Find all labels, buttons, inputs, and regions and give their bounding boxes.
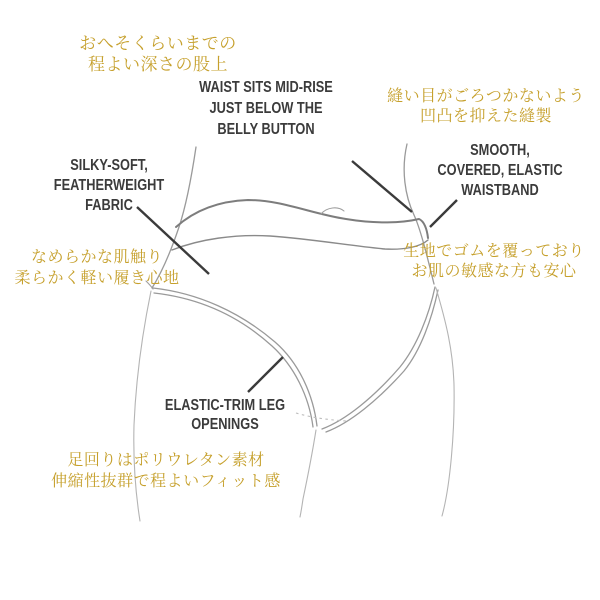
annotation-line: お肌の敏感な方も安心: [411, 263, 577, 280]
annotation-line: 程よい深さの股上: [88, 55, 228, 74]
crotch-dotted-seam: [296, 413, 347, 421]
annotation-rise-jp: [38, 33, 278, 75]
waistband-top-edge: [176, 200, 428, 238]
annotation-line: 縫い目がごろつかないよう: [387, 88, 585, 105]
annotation-line: なめらかな肌触り: [30, 249, 163, 266]
annotation-seam-jp: [364, 87, 600, 127]
inner-thigh-outline: [300, 430, 316, 517]
back-thigh-outline: [436, 288, 454, 516]
annotation-fabric-en: [36, 156, 182, 216]
annotation-line: FEATHERWEIGHT: [53, 177, 165, 194]
annotation-line: SMOOTH,: [470, 142, 530, 159]
annotation-line: 伸縮性抜群で程よいフィット感: [51, 473, 281, 490]
annotation-line: FABRIC: [85, 197, 133, 214]
waistband-fold-detail: [321, 208, 344, 214]
leader-line-waistband: [430, 200, 457, 227]
leg-opening-back-trim-inner: [326, 290, 438, 432]
annotation-line: SILKY-SOFT,: [70, 157, 148, 174]
annotation-line: ELASTIC-TRIM LEG: [164, 397, 286, 414]
annotation-fabric-jp: [0, 247, 202, 289]
annotation-line: BELLY BUTTON: [217, 121, 315, 138]
annotation-line: 柔らかく軽い履き心地: [14, 270, 180, 287]
annotation-line: WAIST SITS MID-RISE: [199, 79, 333, 96]
leader-line-leg-opening: [248, 357, 283, 392]
annotation-leg-jp: [44, 450, 288, 492]
annotation-line: OPENINGS: [191, 416, 259, 433]
annotation-line: WAISTBAND: [461, 182, 539, 199]
leg-opening-back-trim-outer: [322, 287, 435, 429]
annotation-leg-en: [161, 396, 289, 434]
annotation-line: 凹凸を抑えた縫製: [419, 108, 552, 125]
annotation-waistband-jp: [383, 242, 600, 282]
annotation-waistband-en: [427, 141, 573, 201]
annotation-line: COVERED, ELASTIC: [437, 162, 563, 179]
leader-line-belly-button: [352, 161, 412, 212]
annotation-line: JUST BELOW THE: [209, 100, 323, 117]
annotation-line: おへそくらいまでの: [79, 34, 237, 53]
annotation-rise-en: [186, 77, 346, 140]
annotation-line: 足回りはポリウレタン素材: [67, 452, 265, 469]
annotation-line: 生地でゴムを覆っており: [403, 243, 585, 260]
